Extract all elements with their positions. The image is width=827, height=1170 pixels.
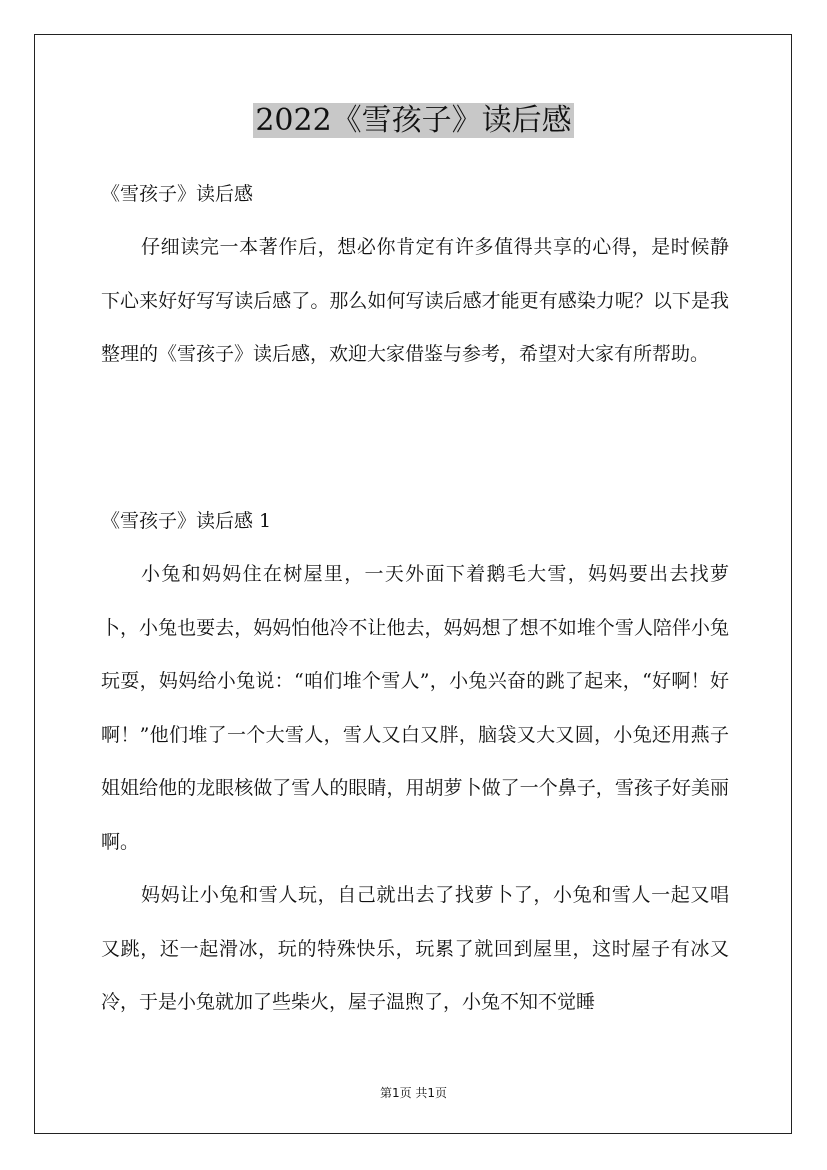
- body-paragraph-2: 妈妈让小兔和雪人玩，自己就出去了找萝卜了，小兔和雪人一起又唱又跳，还一起滑冰，玩的特殊快乐，玩累了就回到屋里，这时屋子有冰又冷，于是小兔就加了些柴火，屋子温煦了，小兔不知不觉睡: [101, 884, 729, 1013]
- subtitle: 《雪孩子》读后感: [101, 183, 254, 205]
- document-title: 2022《雪孩子》读后感: [255, 103, 572, 138]
- page-footer: 第1页 共1页: [379, 1086, 448, 1100]
- document-title-wrap: [0, 100, 827, 142]
- body-paragraph-1: 小兔和妈妈住在树屋里，一天外面下着鹅毛大雪，妈妈要出去找萝卜，小兔也要去，妈妈怕他冷不让他去，妈妈想了想不如堆个雪人陪伴小兔玩耍，妈妈给小兔说：“咱们堆个雪人”，小兔兴奋的跳了起来，“好啊！好啊！”他们堆了一个大雪人，雪人又白又胖，脑袋又大又圆，小兔还用燕子姐姐给他的龙眼核做了雪人的眼睛，用胡萝卜做了一个鼻子，雪孩子好美丽啊。: [101, 563, 729, 853]
- intro-paragraph: 仔细读完一本著作后，想必你肯定有许多值得共享的心得，是时候静下心来好好写写读后感了。那么如何写读后感才能更有感染力呢？以下是我整理的《雪孩子》读后感，欢迎大家借鉴与参考，希望对大家有所帮助。: [101, 236, 729, 365]
- section-heading: 《雪孩子》读后感 1: [101, 510, 272, 532]
